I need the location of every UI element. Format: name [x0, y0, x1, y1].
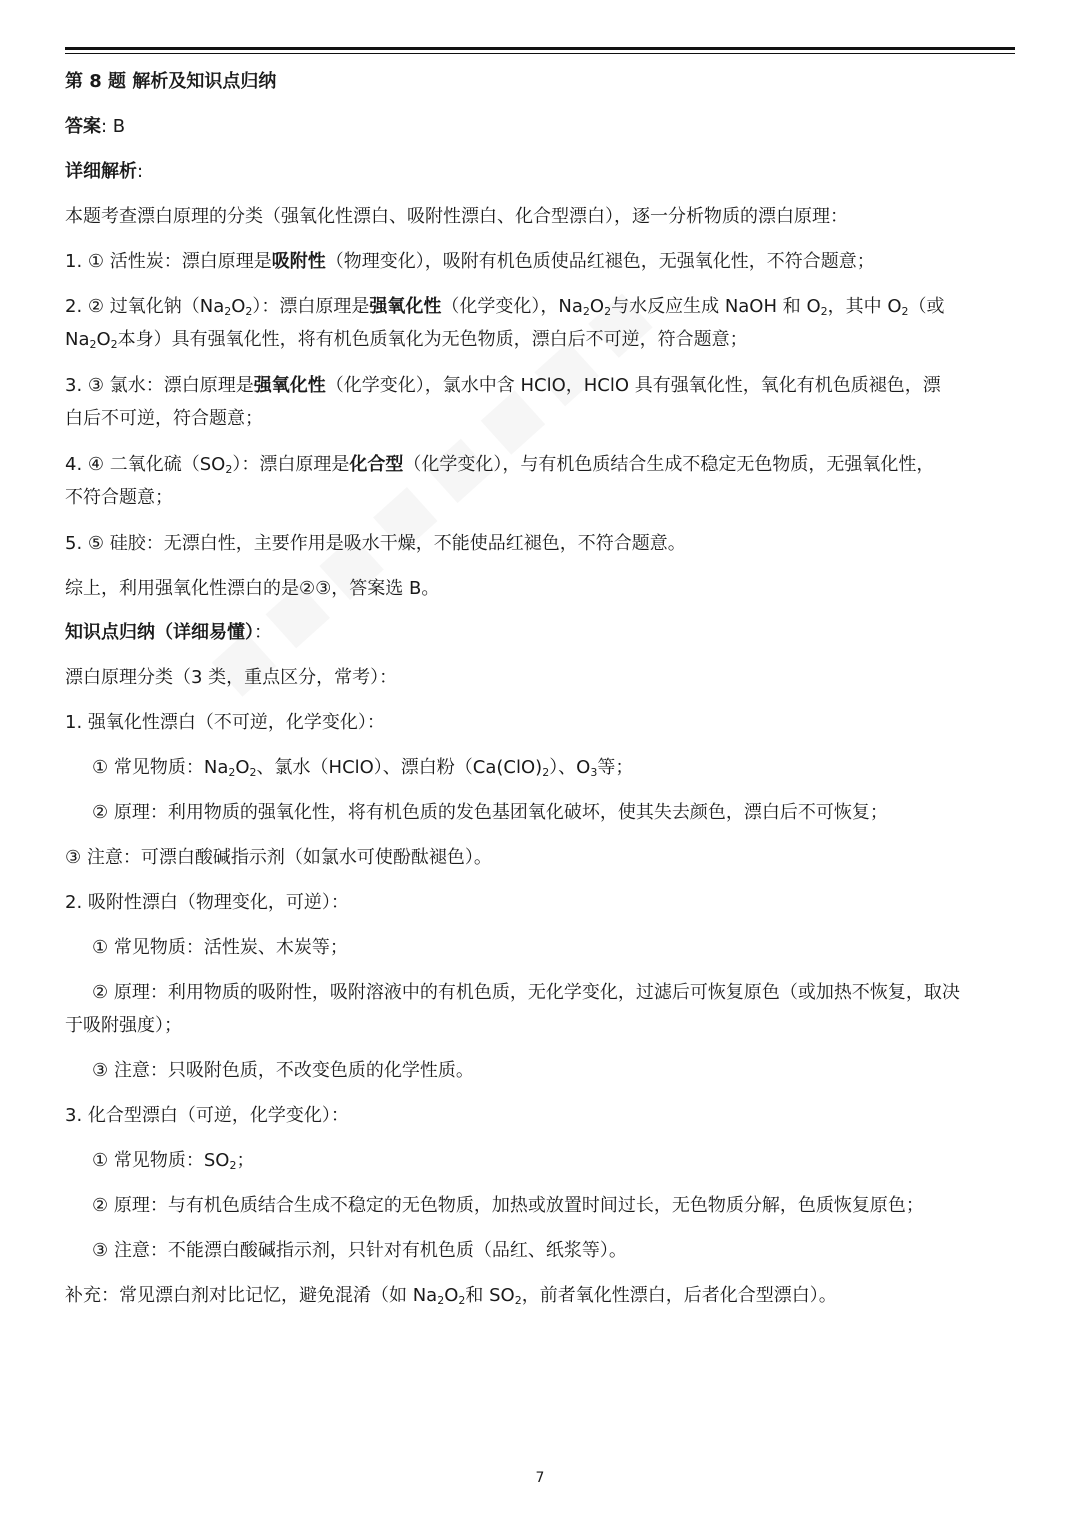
analysis-item-3-cont: 白后不可逆，符合题意； — [65, 408, 263, 429]
supplement-note: 补充：常见漂白剂对比记忆，避免混淆（如 $Na_2O_2$和 $SO_2$，前者氧化性漂白，后者化合型漂白）。 — [65, 1285, 837, 1307]
section-1-title: 1. 强氧化性漂白（不可逆，化学变化）： — [65, 712, 385, 733]
header-rule-thin — [65, 53, 1015, 54]
analysis-item-4: 4. ④ 二氧化硫$(SO_2)$：漂白原理是化合型（化学变化），与有机色质结合生成不稳定无色物质，无强氧化性， — [65, 454, 935, 476]
section-1-point-1: ① 常见物质：$Na_2O_2$、氯水（HClO）、漂白粉$(Ca(ClO)_2)$、$O_3$等； — [92, 757, 634, 779]
question-title: 第 8 题 解析及知识点归纳 — [65, 71, 277, 92]
section-3-point-2: ② 原理：与有机色质结合生成不稳定的无色物质，加热或放置时间过长，无色物质分解，色质恢复原色； — [92, 1195, 924, 1216]
header-rule-thick — [65, 47, 1015, 50]
analysis-item-1: 1. ① 活性炭：漂白原理是吸附性（物理变化），吸附有机色质使品红褪色，无强氧化性，不符合题意； — [65, 251, 875, 272]
analysis-item-3: 3. ③ 氯水：漂白原理是强氧化性（化学变化），氯水中含 HClO，HClO 具有强氧化性，氧化有机色质褪色，漂 — [65, 375, 941, 396]
analysis-item-4-cont: 不符合题意； — [65, 487, 173, 508]
analysis-label: 详细解析: — [65, 161, 144, 182]
section-3-title: 3. 化合型漂白（可逆，化学变化）： — [65, 1105, 349, 1126]
section-2-point-3: ③ 注意：只吸附色质，不改变色质的化学性质。 — [92, 1060, 474, 1081]
section-3-point-1: ① 常见物质：$SO_2$； — [92, 1150, 255, 1172]
analysis-item-2-cont: $Na_2O_2$本身）具有强氧化性，将有机色质氧化为无色物质，漂白后不可逆，符合题意； — [65, 329, 748, 351]
analysis-intro: 本题考查漂白原理的分类（强氧化性漂白、吸附性漂白、化合型漂白），逐一分析物质的漂白原理： — [65, 206, 848, 227]
section-2-point-2-cont: 于吸附强度）； — [65, 1015, 182, 1036]
section-1-point-3: ③ 注意：可漂白酸碱指示剂（如氯水可使酚酞褪色）。 — [65, 847, 492, 868]
analysis-item-5: 5. ⑤ 硅胶：无漂白性，主要作用是吸水干燥，不能使品红褪色，不符合题意。 — [65, 533, 686, 554]
analysis-conclusion: 综上，利用强氧化性漂白的是②③，答案选 B。 — [65, 578, 440, 599]
answer-line: 答案: B — [65, 116, 126, 137]
page-number: 7 — [535, 1470, 545, 1486]
analysis-item-2: 2. ② 过氧化钠$(Na_2O_2)$：漂白原理是强氧化性（化学变化），$Na_2O_2$与水反应生成 NaOH 和 $O_2$，其中 $O_2$（或 — [65, 296, 945, 318]
knowledge-intro: 漂白原理分类（3 类，重点区分，常考）： — [65, 667, 398, 688]
section-2-title: 2. 吸附性漂白（物理变化，可逆）： — [65, 892, 349, 913]
section-3-point-3: ③ 注意：不能漂白酸碱指示剂，只针对有机色质（品红、纸浆等）。 — [92, 1240, 627, 1261]
knowledge-heading: 知识点归纳（详细易懂）： — [65, 622, 272, 643]
section-2-point-2: ② 原理：利用物质的吸附性，吸附溶液中的有机色质，无化学变化，过滤后可恢复原色（或加热不恢复，取决 — [92, 982, 960, 1003]
section-1-point-2: ② 原理：利用物质的强氧化性，将有机色质的发色基团氧化破坏，使其失去颜色，漂白后不可恢复； — [92, 802, 888, 823]
section-2-point-1: ① 常见物质：活性炭、木炭等； — [92, 937, 348, 958]
